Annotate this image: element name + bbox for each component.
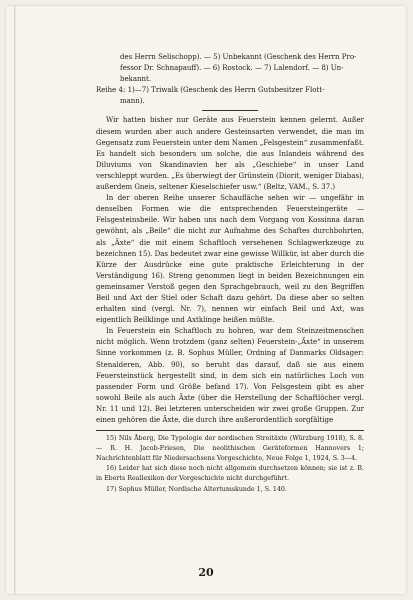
continuation-block — [96, 52, 364, 85]
footnote: 15) Nils Åberg, Die Typologie der nordischen Streitäxte (Würzburg 1918), S. 8. — R. H. Jacob-Friesen, Die neolithischen Geräteformen Hannovers 1; Nachrichtenblatt für Niedersachsens Vorgeschichte, Neue Folge 1, 1924, S. 3—4. — [96, 435, 364, 463]
section-divider — [202, 110, 258, 111]
page-number: 20 — [198, 566, 214, 579]
paragraph: In Feuerstein ein Schaftloch zu bohren, war dem Steinzeitmenschen nicht möglich. Wenn trotzdem (ganz selten) Feuerstein-„Äxte“ in unserem Sinne vorkommen (z. B. Sophus Müller, Ordning af Danmarks Oldsager: Stenalderen, Abb. 90), so beruht das darauf, daß sie aus einem Feuersteinstück hergestellt sind, in dem sich ein natürliches Loch von passender Form und Größe befand 17). Von Felsgestein gibt es aber sowohl Beile als auch Äxte (über die Herstellung der Schaftlöcher vergl. Nr. 11 und 12). Bei letzteren unterscheiden wir zwei große Gruppen. Zur einen gehören die Äxte, die durch ihre außerordentlich sorgfältige — [96, 327, 364, 424]
paragraph: In der oberen Reihe unserer Schaufläche sehen wir — ungefähr in denselben Formen wie die entsprechenden Feuersteingeräte — Felsgesteinsbeile. Wir haben uns nach dem Vorgang von Kossinna daran gewöhnt, als „Beile“ die nicht zur Aufnahme des Schaftes durchbohrten, als „Äxte“ die mit einem Schaftloch versehenen Schlagwerkzeuge zu bezeichnen 15). Das bedeutet zwar eine gewisse Willkür, ist aber durch die Kürze der Ausdrücke eine gute praktische Erleichterung in der Verständigung 16). Streng genommen liegt in beiden Bezeichnungen ein gemeinsamer Verstoß gegen den Sprachgebrauch, weil zu den Begriffen Beil und Axt der Stiel oder Schaft dazu gehört. Da diese aber so selten erhalten sind (vergl. Nr. 7), nennen wir einfach Beil und Axt, was eigentlich Beilklinge und Axtklinge heißen müßte. — [96, 194, 364, 325]
footnote-divider — [96, 430, 364, 431]
paragraph: Wir hatten bisher nur Geräte aus Feuerstein kennen gelernt. Außer diesem wurden aber auch andere Gesteinsarten verwendet, die man im Gegensatz zum Feuerstein unter dem Namen „Felsgestein“ zusammenfaßt. Es handelt sich besonders um solche, die aus Inlandeis während des Diluviums von Skandinavien her als „Geschiebe“ in unser Land verschleppt wurden. „Es überwiegt der Grünstein (Diorit, weniger Diabas), außerdem Gneis, seltener Kieselschiefer usw.“ (Beltz, VAM., S. 37.) — [96, 116, 364, 192]
row-4-entry: Reihe 4: 1)—7) Triwalk (Geschenk des Herrn Gutsbesitzer Flott- — [96, 86, 325, 95]
row-4-continuation: mann). — [120, 97, 145, 106]
footnote: 17) Sophus Müller, Nordische Altertumskunde 1, S. 140. — [106, 485, 287, 493]
continuation-line: des Herrn Selischopp). — 5) Unbekannt (Geschenk des Herrn Pro- — [120, 53, 357, 61]
book-page — [6, 6, 406, 594]
continuation-line: bekannt. — [120, 75, 152, 84]
continuation-line: fessor Dr. Schnapauff). — 6) Rostock. — 7) Lalendorf. — 8) Un- — [120, 64, 344, 73]
text-column — [96, 52, 364, 495]
page-gutter-shadow — [14, 6, 16, 594]
footnote: 16) Leider hat sich diese noch nicht allgemein durchsetzen können; sie ist z. B. in Eberts Reallexikon der Vorgeschichte nicht durchgeführt. — [96, 465, 364, 483]
